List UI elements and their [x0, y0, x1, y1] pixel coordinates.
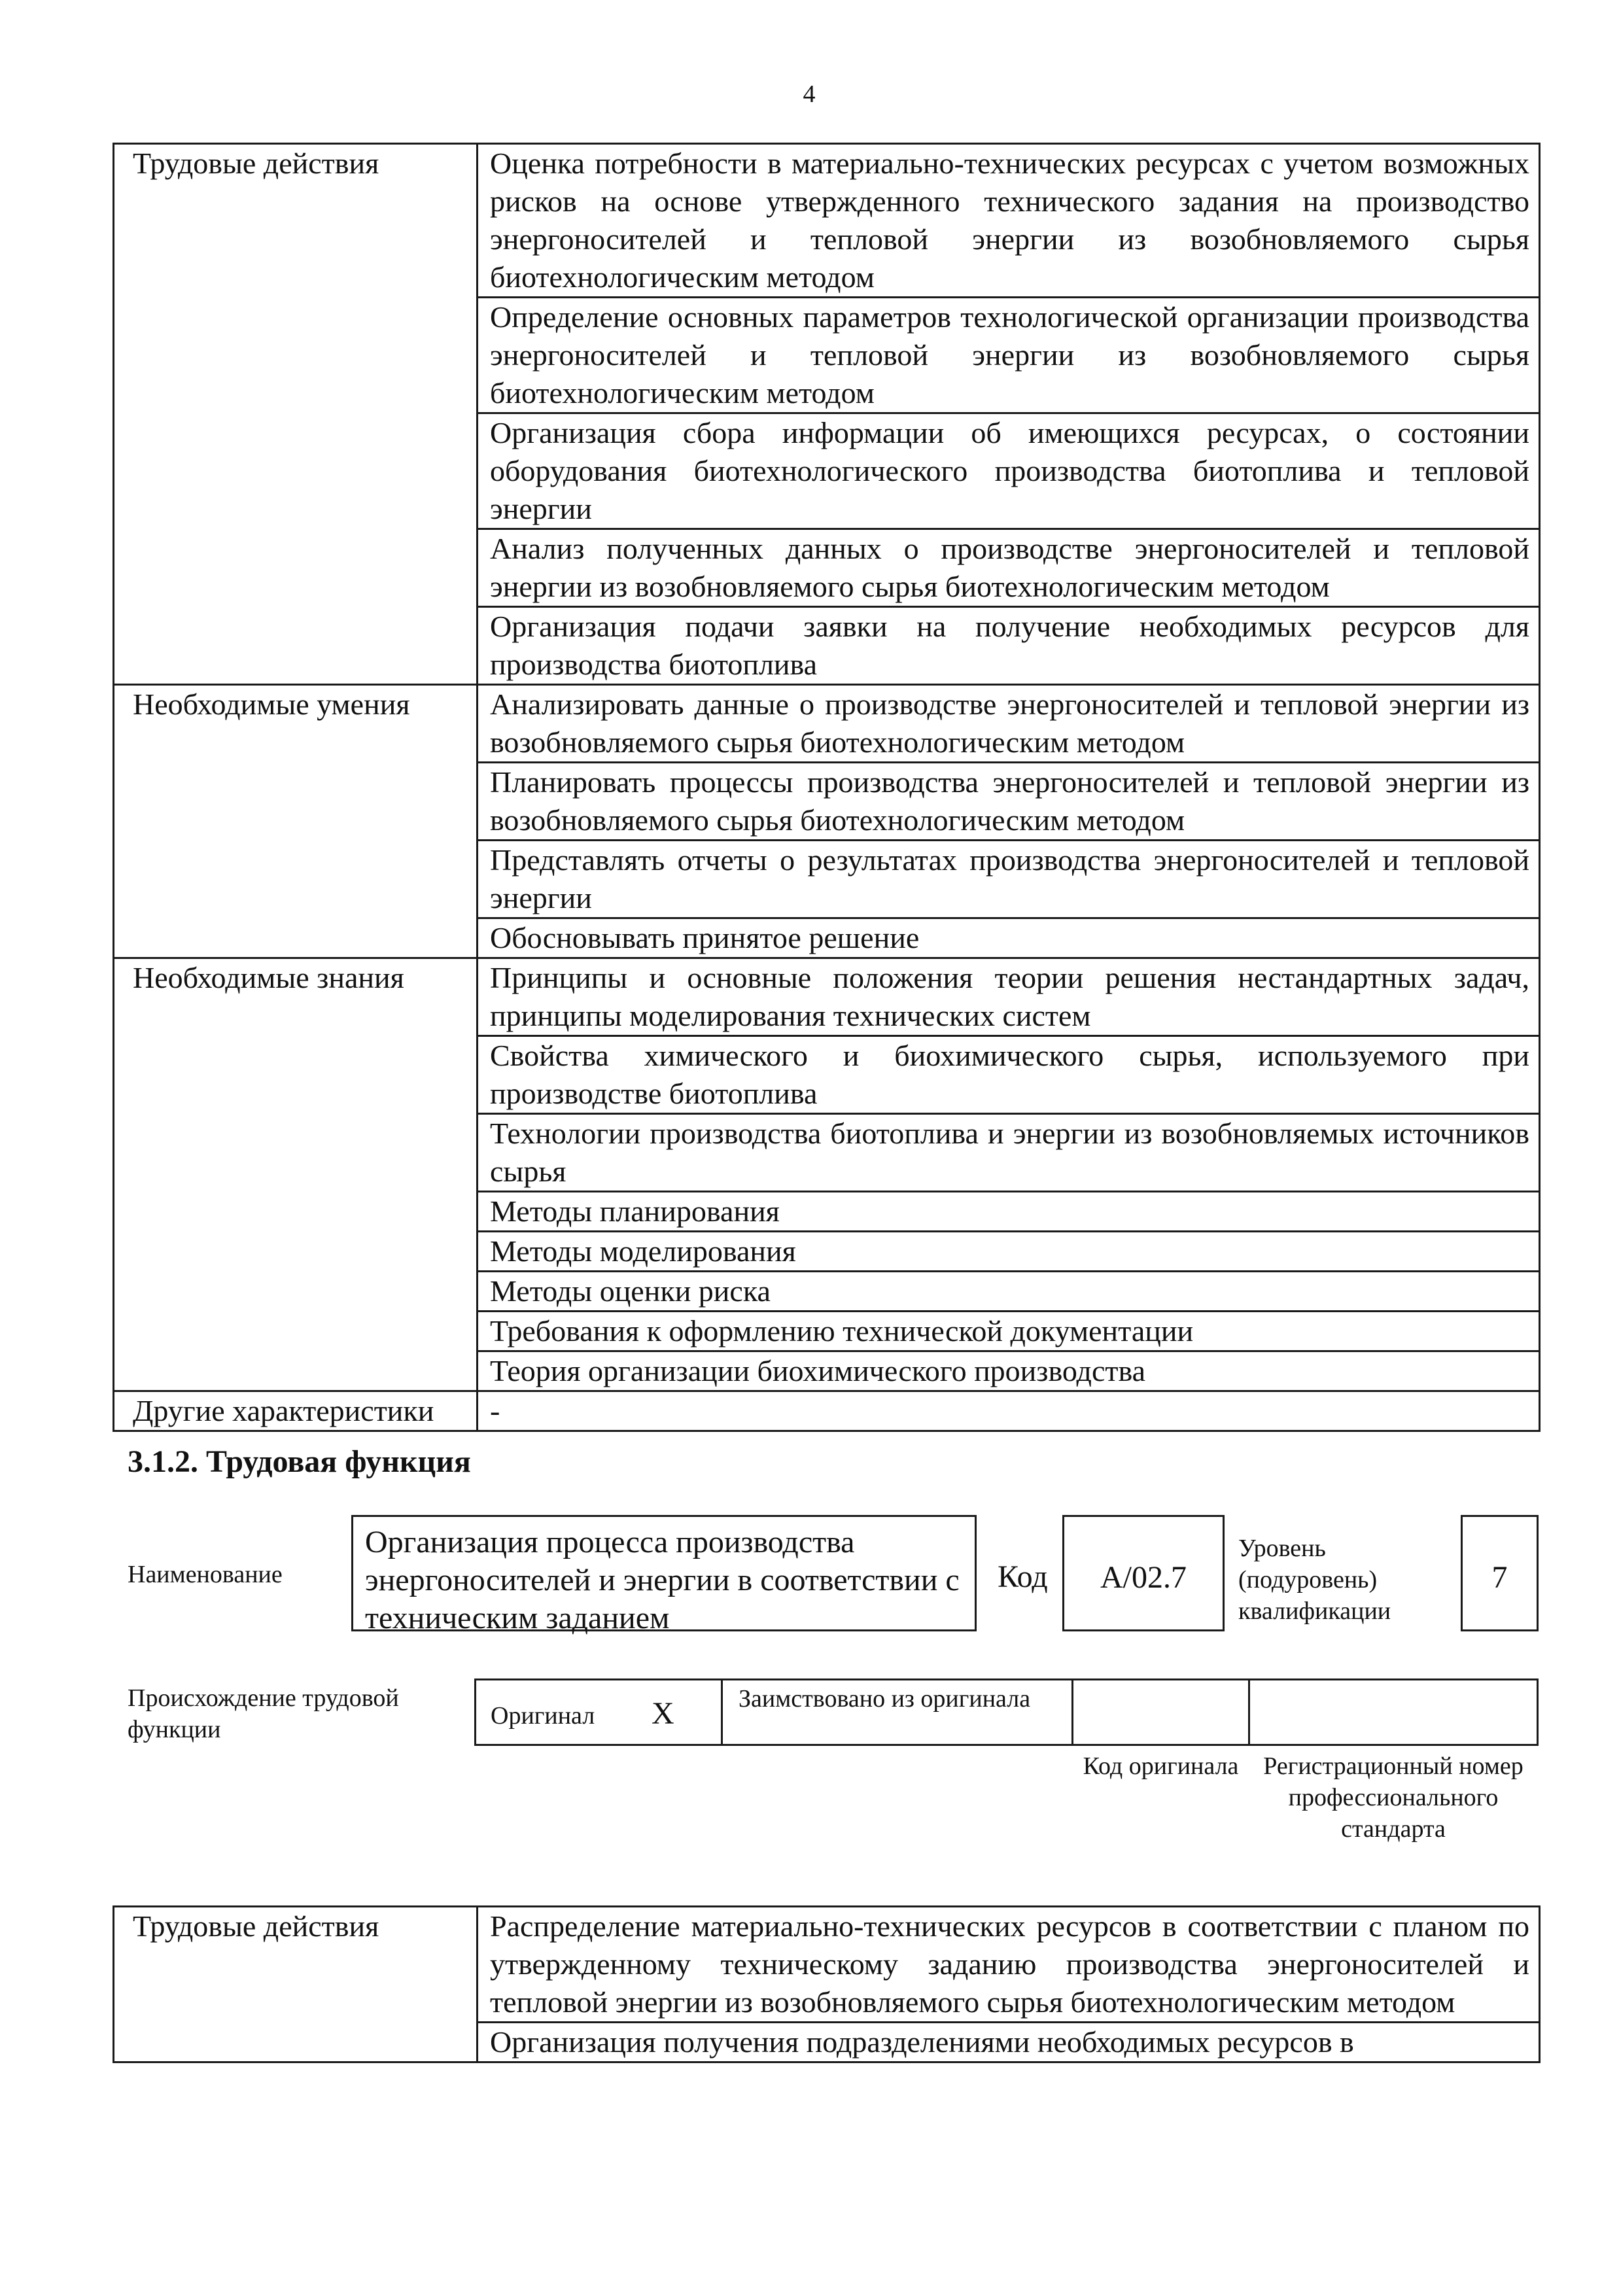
qualification-level-label: Уровень (подуровень) квалификации: [1238, 1535, 1391, 1625]
function-name-value: Организация процесса производства энергоносителей и энергии в соответствии с техническим заданием: [365, 1525, 960, 1635]
function-code-value: A/02.7: [1100, 1560, 1187, 1595]
origin-reg-number-cell: [1248, 1679, 1539, 1746]
row-content: Определение основных параметров технологической организации производства энергоносителей и тепловой энергии из возобновляемого сырья биотехнологическим методом: [478, 298, 1540, 413]
row-content: Принципы и основные положения теории решения нестандартных задач, принципы моделирования технических систем: [478, 958, 1540, 1036]
origin-original-label: Оригинал: [491, 1702, 595, 1730]
row-content: Методы планирования: [478, 1192, 1540, 1232]
table-row: [114, 958, 1540, 1036]
row-content: Планировать процессы производства энергоносителей и тепловой энергии из возобновляемого сырья биотехнологическим методом: [478, 763, 1540, 841]
row-group-label: Трудовые действия: [114, 144, 478, 685]
origin-code-cell: [1071, 1679, 1250, 1746]
origin-original-mark: X: [652, 1696, 674, 1731]
row-group-label: Необходимые знания: [114, 958, 478, 1391]
table-row: [114, 1391, 1540, 1431]
row-group-label: Другие характеристики: [114, 1391, 478, 1431]
row-content: Представлять отчеты о результатах производства энергоносителей и тепловой энергии: [478, 841, 1540, 918]
row-content: -: [478, 1391, 1540, 1431]
origin-reg-caption: Регистрационный номер профессионального стандарта: [1263, 1752, 1523, 1843]
page-number: 4: [803, 80, 816, 108]
row-content: Технологии производства биотоплива и энергии из возобновляемых источников сырья: [478, 1114, 1540, 1192]
row-content: Организация получения подразделениями необходимых ресурсов в: [478, 2023, 1540, 2062]
section-heading: 3.1.2. Трудовая функция: [128, 1444, 471, 1479]
origin-borrowed-cell: [721, 1679, 1073, 1746]
row-content: Анализировать данные о производстве энергоносителей и тепловой энергии из возобновляемого сырья биотехнологическим методом: [478, 685, 1540, 763]
row-content: Оценка потребности в материально-технических ресурсах с учетом возможных рисков на основе утвержденного технического задания на производство энергоносителей и тепловой энергии из возобновляемого сырья биотехнологическим методом: [478, 144, 1540, 298]
table-row: [114, 685, 1540, 763]
function-name-box: [351, 1515, 977, 1635]
table-row: [114, 144, 1540, 298]
row-content: Анализ полученных данных о производстве энергоносителей и тепловой энергии из возобновляемого сырья биотехнологическим методом: [478, 529, 1540, 607]
table-row: [114, 1907, 1540, 2023]
row-content: Распределение материально-технических ресурсов в соответствии с планом по утвержденному техническому заданию производства энергоносителей и тепловой энергии из возобновляемого сырья биотехнологическим методом: [478, 1907, 1540, 2023]
function-code-box: [1062, 1515, 1225, 1631]
origin-label: Происхождение трудовой функции: [128, 1684, 399, 1743]
origin-borrowed-label: Заимствовано из оригинала: [739, 1685, 1031, 1713]
origin-original-cell: [474, 1679, 723, 1746]
row-content: Организация сбора информации об имеющихся ресурсах, о состоянии оборудования биотехнологического производства биотоплива и тепловой энергии: [478, 413, 1540, 529]
qualification-level-box: [1461, 1515, 1539, 1631]
labor-function-table-top: [113, 143, 1541, 1432]
row-group-label: Необходимые умения: [114, 685, 478, 958]
row-content: Требования к оформлению технической документации: [478, 1312, 1540, 1351]
row-content: Обосновывать принятое решение: [478, 918, 1540, 958]
row-group-label: Трудовые действия: [114, 1907, 478, 2062]
row-content: Методы оценки риска: [478, 1272, 1540, 1312]
labor-function-table-bottom: [113, 1905, 1541, 2063]
row-content: Методы моделирования: [478, 1232, 1540, 1272]
row-content: Теория организации биохимического производства: [478, 1351, 1540, 1391]
code-label: Код: [998, 1559, 1048, 1594]
origin-code-caption: Код оригинала: [1083, 1752, 1239, 1780]
name-label: Наименование: [128, 1561, 283, 1588]
row-content: Организация подачи заявки на получение необходимых ресурсов для производства биотоплива: [478, 607, 1540, 685]
qualification-level-value: 7: [1491, 1560, 1508, 1595]
row-content: Свойства химического и биохимического сырья, используемого при производстве биотоплива: [478, 1036, 1540, 1114]
